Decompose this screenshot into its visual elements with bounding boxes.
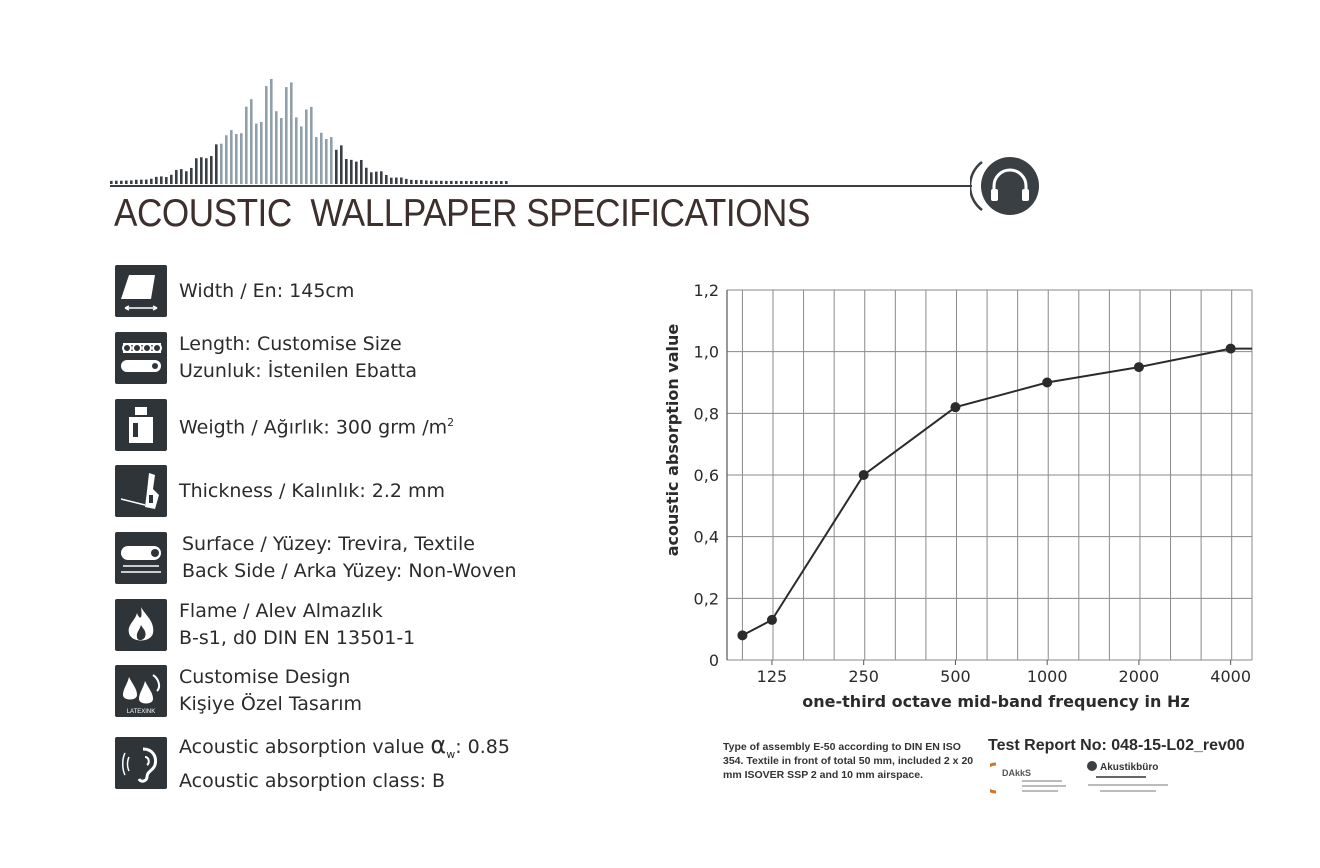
wave-bar xyxy=(280,118,283,184)
wave-bar xyxy=(480,181,483,184)
chart-ticks xyxy=(694,281,1251,686)
wave-bar xyxy=(230,130,233,184)
spec-width-line1: Width / En: 145cm xyxy=(179,279,355,302)
absorption-chart xyxy=(640,270,1260,720)
wave-bar xyxy=(140,180,143,184)
wave-bar xyxy=(420,180,423,184)
wave-bar xyxy=(325,139,328,184)
data-point xyxy=(950,402,960,412)
wave-bar xyxy=(290,82,293,184)
akustikbuero-logo xyxy=(1087,761,1168,792)
wave-bar xyxy=(485,181,488,184)
spec-flame xyxy=(115,598,415,652)
wave-bar xyxy=(475,181,478,184)
wave-bar xyxy=(430,181,433,184)
wave-bar xyxy=(200,157,203,184)
wave-bar xyxy=(270,79,273,184)
x-tick-label: 125 xyxy=(756,667,788,686)
wave-bar xyxy=(500,181,503,184)
chart-series xyxy=(737,344,1252,641)
alpha-subscript: w xyxy=(446,747,456,761)
latexink-icon xyxy=(115,665,167,717)
width-icon xyxy=(115,265,167,317)
spec-acoustic xyxy=(115,732,510,795)
spec-design-line1: Customise Design xyxy=(179,666,351,688)
spec-surface xyxy=(115,531,517,585)
wave-bar xyxy=(250,99,253,184)
spec-length-line1: Length: Customise Size xyxy=(179,333,402,355)
wave-bar xyxy=(465,181,468,184)
wave-bar xyxy=(300,126,303,184)
wave-bar xyxy=(385,175,388,184)
wave-bar xyxy=(260,122,263,184)
y-tick-label: 1,2 xyxy=(693,281,719,300)
dakks-logo-text: DAkkS xyxy=(1002,768,1032,778)
knife-icon xyxy=(115,465,167,517)
wave-bar xyxy=(340,145,343,184)
wave-bar xyxy=(120,181,123,184)
wave-bar xyxy=(235,134,238,184)
spec-weight xyxy=(115,399,454,451)
wave-bar xyxy=(390,178,393,184)
wave-bar xyxy=(145,180,148,184)
data-point xyxy=(1134,362,1144,372)
y-tick-label: 1,0 xyxy=(693,342,719,362)
wave-bar xyxy=(205,158,208,184)
wave-bar xyxy=(445,181,448,184)
x-tick-label: 2000 xyxy=(1118,667,1160,686)
data-point xyxy=(859,470,869,480)
x-tick-label: 500 xyxy=(940,667,971,686)
wave-bar xyxy=(170,175,173,184)
wave-bar xyxy=(265,86,268,184)
wave-bar xyxy=(450,181,453,184)
spec-thickness-line1: Thickness / Kalınlık: 2.2 mm xyxy=(179,479,446,502)
wave-bar xyxy=(175,170,178,184)
wave-bar xyxy=(380,171,383,184)
spec-weight-line1 xyxy=(179,409,454,441)
wave-bar xyxy=(405,179,408,184)
certification-logos xyxy=(990,758,1250,798)
wave-bar xyxy=(225,135,228,184)
wave-bar xyxy=(110,181,113,184)
latexink-label: LATEXINK xyxy=(126,709,156,715)
wave-bar xyxy=(285,87,288,184)
header-rule xyxy=(110,185,972,187)
wave-bar xyxy=(310,107,313,184)
wave-bar xyxy=(400,178,403,184)
weight-icon xyxy=(115,399,167,451)
wave-bar xyxy=(415,180,418,184)
spec-design xyxy=(115,664,362,718)
wave-bar xyxy=(220,144,223,184)
wave-bar xyxy=(440,181,443,184)
data-point xyxy=(737,630,747,640)
dakks-logo xyxy=(990,764,1066,792)
sound-wave-graphic xyxy=(110,68,530,188)
wave-bar xyxy=(195,158,198,184)
flame-icon xyxy=(115,599,167,651)
wave-bar xyxy=(395,178,398,184)
spec-weight-sup: 2 xyxy=(447,415,455,429)
y-tick-label: 0,2 xyxy=(693,589,719,609)
wave-bar xyxy=(295,117,298,184)
wave-bar xyxy=(305,109,308,184)
y-tick-label: 0 xyxy=(708,651,719,670)
wave-bar xyxy=(165,177,168,184)
wave-bar xyxy=(470,181,473,184)
wave-bar xyxy=(210,156,213,184)
wave-bar xyxy=(115,181,118,184)
headphone-icon xyxy=(970,154,1042,218)
wave-bar xyxy=(135,180,138,184)
wave-bar xyxy=(360,160,363,184)
wave-bar xyxy=(320,133,323,184)
spec-width xyxy=(115,265,354,317)
wave-bar xyxy=(275,111,278,184)
spec-thickness xyxy=(115,465,445,517)
spec-acoustic-value: : 0.85 xyxy=(455,736,510,758)
wave-bar xyxy=(490,181,493,184)
wave-bar xyxy=(240,133,243,184)
wave-bar xyxy=(185,171,188,184)
wave-bar xyxy=(155,177,158,184)
y-tick-label: 0,4 xyxy=(693,527,719,547)
page-title: ACOUSTIC WALLPAPER SPECIFICATIONS xyxy=(114,192,810,235)
wave-bar xyxy=(150,179,153,184)
chart-xlabel: one-third octave mid-band frequency in Hz xyxy=(802,692,1190,711)
wave-bar xyxy=(130,180,133,184)
spec-flame-line2: B-s1, d0 DIN EN 13501-1 xyxy=(179,627,416,649)
series-line xyxy=(742,349,1230,636)
roll-icon xyxy=(115,532,167,584)
wave-bar xyxy=(335,150,338,184)
spec-length-line2: Uzunluk: İstenilen Ebatta xyxy=(179,360,417,382)
wave-bar xyxy=(365,168,368,184)
spec-design-line2: Kişiye Özel Tasarım xyxy=(179,693,363,715)
data-point xyxy=(767,615,777,625)
wave-bar xyxy=(160,176,163,184)
alpha-symbol: α xyxy=(430,731,447,759)
wave-bar xyxy=(245,107,248,184)
wave-bar xyxy=(190,168,193,184)
x-tick-label: 1000 xyxy=(1026,667,1068,686)
wave-bar xyxy=(455,181,458,184)
chart-ylabel: acoustic absorption value xyxy=(663,323,682,557)
wave-bar xyxy=(355,162,358,184)
spec-surface-line1: Surface / Yüzey: Trevira, Textile xyxy=(182,533,475,555)
wave-bar xyxy=(215,144,218,184)
wave-bar xyxy=(180,169,183,184)
wave-bar xyxy=(350,160,353,184)
spec-weight-text: Weigth / Ağırlık: 300 grm /m xyxy=(179,416,448,439)
assembly-note: Type of assembly E-50 according to DIN EN ISO 354. Textile in front of total 50 mm, included 2 x 20 mm ISOVER SSP 2 and 10 mm airspace. xyxy=(723,741,974,781)
spec-acoustic-line1 xyxy=(179,732,510,768)
data-point xyxy=(1042,378,1052,388)
wave-bar xyxy=(345,159,348,184)
x-tick-label: 250 xyxy=(848,667,879,686)
wave-bar xyxy=(495,181,498,184)
wave-bar xyxy=(125,181,128,184)
wave-bar xyxy=(315,137,318,184)
ear-icon xyxy=(115,737,167,789)
wave-bar xyxy=(410,180,413,184)
wave-bar xyxy=(425,180,428,184)
wave-bar xyxy=(375,172,378,184)
spec-acoustic-text: Acoustic absorption value xyxy=(179,736,431,758)
wave-bar xyxy=(460,181,463,184)
wave-bar xyxy=(435,181,438,184)
y-tick-label: 0,6 xyxy=(693,466,719,485)
wave-bar xyxy=(255,124,258,184)
wave-bar xyxy=(370,172,373,184)
test-report-number: Test Report No: 048-15-L02_rev00 xyxy=(988,737,1245,754)
x-tick-label: 4000 xyxy=(1210,667,1252,686)
spec-acoustic-line2: Acoustic absorption class: B xyxy=(179,769,446,792)
wave-bar xyxy=(330,137,333,184)
spec-flame-line1: Flame / Alev Almazlık xyxy=(179,600,383,622)
akustikbuero-logo-text: Akustikbüro xyxy=(1100,762,1159,773)
wave-bar xyxy=(505,181,508,184)
y-tick-label: 0,8 xyxy=(693,404,719,424)
chart-grid xyxy=(727,290,1252,660)
spec-length xyxy=(115,331,417,385)
spec-surface-line2: Back Side / Arka Yüzey: Non-Woven xyxy=(182,560,517,582)
rolls-icon xyxy=(115,332,167,384)
data-point xyxy=(1226,344,1236,354)
